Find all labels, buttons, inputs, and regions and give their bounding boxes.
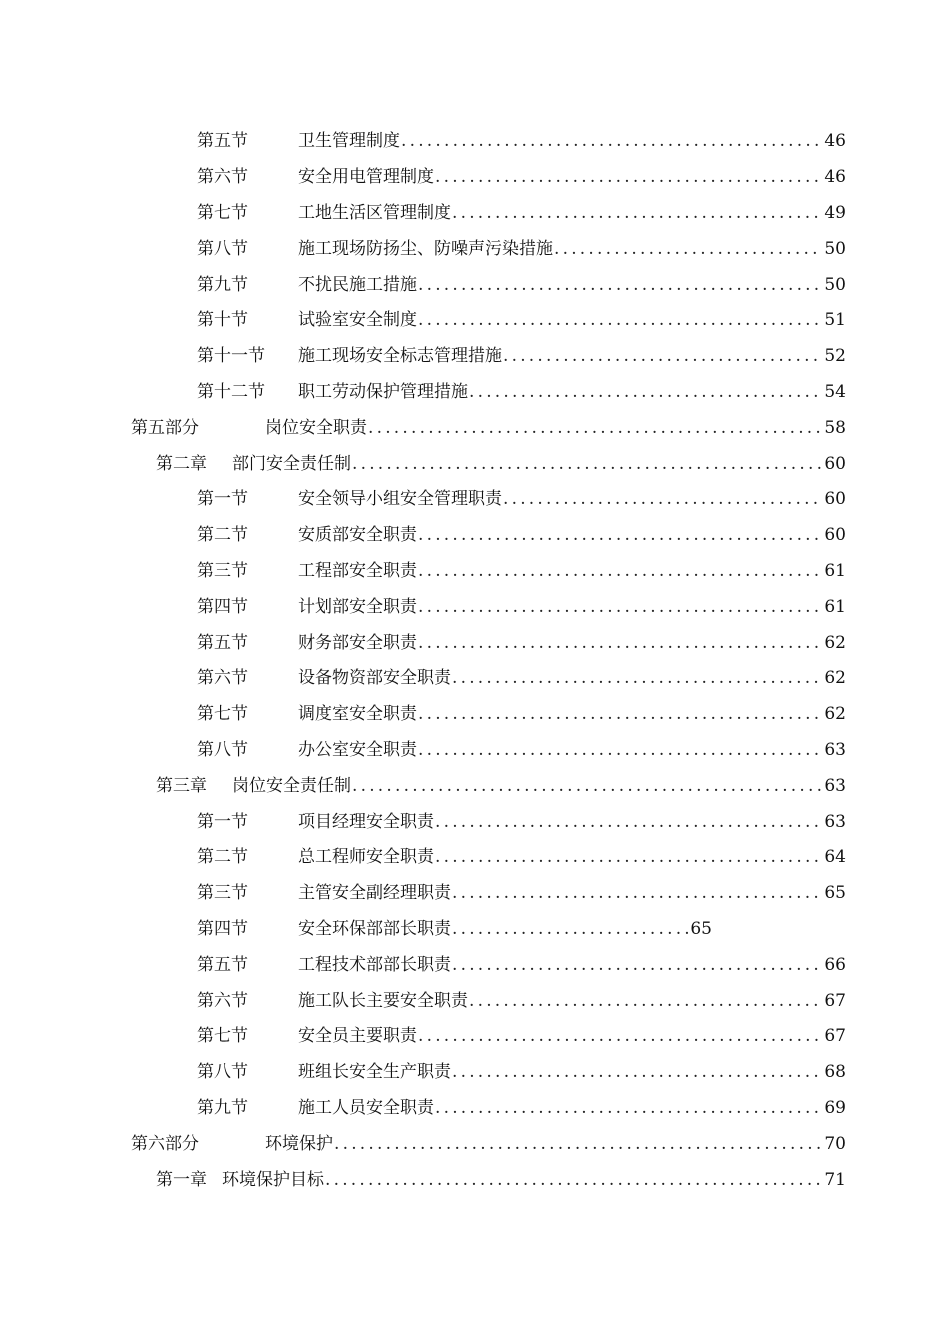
toc-entry-number: 第三节 xyxy=(197,560,248,581)
toc-entry-title: 施工人员安全职责 xyxy=(298,1097,434,1118)
toc-entry-page: 54 xyxy=(824,381,846,402)
toc-entry-title: 总工程师安全职责 xyxy=(298,847,434,868)
toc-entry-number: 第二节 xyxy=(197,847,248,868)
toc-entry-title: 主管安全副经理职责 xyxy=(298,883,451,904)
toc-entry-number: 第二章 xyxy=(156,453,207,474)
toc-entry-page: 63 xyxy=(824,775,846,796)
toc-entry-number: 第六节 xyxy=(197,668,248,689)
toc-entry[interactable] xyxy=(0,873,950,909)
toc-entry-page: 52 xyxy=(824,346,846,367)
toc-entry-number: 第八节 xyxy=(197,739,248,760)
dot-leader xyxy=(452,919,688,939)
toc-entry[interactable] xyxy=(0,372,950,408)
toc-entry-title: 班组长安全生产职责 xyxy=(298,1062,451,1083)
toc-entry-page: 51 xyxy=(824,310,846,331)
toc-entry-title: 岗位安全责任制 xyxy=(232,775,351,796)
table-of-contents xyxy=(0,121,950,1195)
toc-entry-part[interactable] xyxy=(0,407,950,443)
dot-leader xyxy=(352,776,822,796)
toc-entry[interactable] xyxy=(0,121,950,157)
toc-entry-chapter[interactable] xyxy=(0,1159,950,1195)
toc-entry-page: 60 xyxy=(824,525,846,546)
dot-leader xyxy=(503,346,822,366)
toc-entry-page: 49 xyxy=(824,202,846,223)
dot-leader xyxy=(452,668,822,688)
toc-entry[interactable] xyxy=(0,658,950,694)
toc-entry[interactable] xyxy=(0,837,950,873)
toc-entry-number: 第十一节 xyxy=(197,346,265,367)
dot-leader xyxy=(503,489,822,509)
toc-entry[interactable] xyxy=(0,622,950,658)
toc-entry[interactable] xyxy=(0,300,950,336)
toc-entry-title: 岗位安全职责 xyxy=(265,417,367,438)
toc-entry-title: 设备物资部安全职责 xyxy=(298,668,451,689)
toc-entry-title: 施工现场防扬尘、防噪声污染措施 xyxy=(298,238,553,259)
toc-entry-page: 68 xyxy=(824,1062,846,1083)
toc-entry[interactable] xyxy=(0,157,950,193)
toc-entry-number: 第十二节 xyxy=(197,381,265,402)
toc-entry-number: 第一章 xyxy=(156,1169,207,1190)
toc-entry[interactable] xyxy=(0,551,950,587)
dot-leader xyxy=(452,883,822,903)
dot-leader xyxy=(418,275,822,295)
toc-entry-title: 卫生管理制度 xyxy=(298,131,400,152)
toc-entry-title: 环境保护目标 xyxy=(222,1169,324,1190)
toc-entry-title: 安全领导小组安全管理职责 xyxy=(298,489,502,510)
toc-entry-title: 施工现场安全标志管理措施 xyxy=(298,346,502,367)
toc-entry-number: 第一节 xyxy=(197,489,248,510)
toc-entry-title: 工程技术部部长职责 xyxy=(298,954,451,975)
toc-entry-page: 63 xyxy=(824,739,846,760)
dot-leader xyxy=(418,1026,822,1046)
toc-entry-number: 第九节 xyxy=(197,274,248,295)
toc-entry-number: 第五部分 xyxy=(131,417,199,438)
toc-entry-page: 64 xyxy=(824,847,846,868)
toc-entry-title: 调度室安全职责 xyxy=(298,704,417,725)
toc-entry-title: 安全用电管理制度 xyxy=(298,167,434,188)
dot-leader xyxy=(452,203,822,223)
toc-entry-number: 第五节 xyxy=(197,954,248,975)
toc-entry-page: 70 xyxy=(824,1133,846,1154)
toc-entry-title: 项目经理安全职责 xyxy=(298,811,434,832)
toc-entry-number: 第七节 xyxy=(197,1026,248,1047)
dot-leader xyxy=(418,310,822,330)
toc-entry-number: 第五节 xyxy=(197,632,248,653)
toc-entry-page: 46 xyxy=(824,167,846,188)
toc-entry[interactable] xyxy=(0,730,950,766)
toc-entry-part[interactable] xyxy=(0,1123,950,1159)
toc-entry-title: 安全环保部部长职责 xyxy=(298,918,451,939)
toc-entry-number: 第八节 xyxy=(197,238,248,259)
toc-entry[interactable] xyxy=(0,515,950,551)
toc-entry[interactable] xyxy=(0,1016,950,1052)
toc-entry-page: 69 xyxy=(824,1097,846,1118)
toc-entry-title: 计划部安全职责 xyxy=(298,596,417,617)
toc-entry-title: 安质部安全职责 xyxy=(298,525,417,546)
toc-entry-title: 施工队长主要安全职责 xyxy=(298,990,468,1011)
toc-entry-title: 工地生活区管理制度 xyxy=(298,202,451,223)
toc-entry-title: 职工劳动保护管理措施 xyxy=(298,381,468,402)
toc-entry-page: 60 xyxy=(824,489,846,510)
toc-entry-number: 第六节 xyxy=(197,167,248,188)
dot-leader xyxy=(435,1098,822,1118)
dot-leader xyxy=(418,525,822,545)
dot-leader xyxy=(452,955,822,975)
toc-entry[interactable] xyxy=(0,264,950,300)
toc-entry[interactable] xyxy=(0,1088,950,1124)
toc-entry-title: 环境保护 xyxy=(265,1133,333,1154)
toc-entry-page: 65 xyxy=(690,918,712,939)
toc-entry-title: 不扰民施工措施 xyxy=(298,274,417,295)
toc-entry-number: 第三节 xyxy=(197,883,248,904)
toc-entry-number: 第六部分 xyxy=(131,1133,199,1154)
dot-leader xyxy=(334,1134,822,1154)
toc-entry-number: 第三章 xyxy=(156,775,207,796)
dot-leader xyxy=(401,131,822,151)
toc-entry-number: 第二节 xyxy=(197,525,248,546)
toc-entry-page: 63 xyxy=(824,811,846,832)
toc-entry[interactable] xyxy=(0,980,950,1016)
toc-entry-number: 第八节 xyxy=(197,1062,248,1083)
toc-entry-number: 第五节 xyxy=(197,131,248,152)
toc-entry-page: 61 xyxy=(824,596,846,617)
toc-entry-number: 第四节 xyxy=(197,596,248,617)
dot-leader xyxy=(554,239,822,259)
dot-leader xyxy=(452,1062,822,1082)
toc-entry-page: 60 xyxy=(824,453,846,474)
dot-leader xyxy=(368,418,822,438)
toc-entry-page: 62 xyxy=(824,632,846,653)
dot-leader xyxy=(418,740,822,760)
toc-entry-title: 办公室安全职责 xyxy=(298,739,417,760)
toc-entry[interactable] xyxy=(0,336,950,372)
toc-entry[interactable] xyxy=(0,586,950,622)
toc-entry-number: 第七节 xyxy=(197,202,248,223)
toc-entry-title: 试验室安全制度 xyxy=(298,310,417,331)
toc-entry-page: 50 xyxy=(824,274,846,295)
dot-leader xyxy=(352,454,822,474)
toc-entry-number: 第四节 xyxy=(197,918,248,939)
dot-leader xyxy=(469,991,822,1011)
toc-entry-page: 62 xyxy=(824,668,846,689)
toc-entry-chapter[interactable] xyxy=(0,765,950,801)
dot-leader xyxy=(325,1170,822,1190)
toc-entry-title: 财务部安全职责 xyxy=(298,632,417,653)
dot-leader xyxy=(418,597,822,617)
toc-entry[interactable] xyxy=(0,944,950,980)
dot-leader xyxy=(435,167,822,187)
dot-leader xyxy=(418,633,822,653)
toc-entry-page: 61 xyxy=(824,560,846,581)
toc-entry-page: 71 xyxy=(824,1169,846,1190)
toc-entry-page: 67 xyxy=(824,990,846,1011)
toc-entry-number: 第七节 xyxy=(197,704,248,725)
toc-entry-page: 67 xyxy=(824,1026,846,1047)
toc-entry-title: 工程部安全职责 xyxy=(298,560,417,581)
toc-entry-page: 65 xyxy=(824,883,846,904)
toc-entry-page: 46 xyxy=(824,131,846,152)
dot-leader xyxy=(469,382,822,402)
toc-entry[interactable] xyxy=(0,801,950,837)
dot-leader xyxy=(418,704,822,724)
toc-entry-number: 第九节 xyxy=(197,1097,248,1118)
toc-entry[interactable] xyxy=(0,479,950,515)
toc-entry-page: 50 xyxy=(824,238,846,259)
toc-entry-page: 62 xyxy=(824,704,846,725)
toc-entry-page: 66 xyxy=(824,954,846,975)
dot-leader xyxy=(418,561,822,581)
toc-entry[interactable] xyxy=(0,694,950,730)
toc-entry[interactable] xyxy=(0,909,950,945)
toc-entry[interactable] xyxy=(0,193,950,229)
toc-entry[interactable] xyxy=(0,228,950,264)
toc-entry-number: 第十节 xyxy=(197,310,248,331)
toc-entry-title: 部门安全责任制 xyxy=(232,453,351,474)
dot-leader xyxy=(435,812,822,832)
dot-leader xyxy=(435,847,822,867)
toc-entry-title: 安全员主要职责 xyxy=(298,1026,417,1047)
toc-entry-chapter[interactable] xyxy=(0,443,950,479)
toc-entry-number: 第一节 xyxy=(197,811,248,832)
toc-entry[interactable] xyxy=(0,1052,950,1088)
toc-entry-page: 58 xyxy=(824,417,846,438)
toc-entry-number: 第六节 xyxy=(197,990,248,1011)
